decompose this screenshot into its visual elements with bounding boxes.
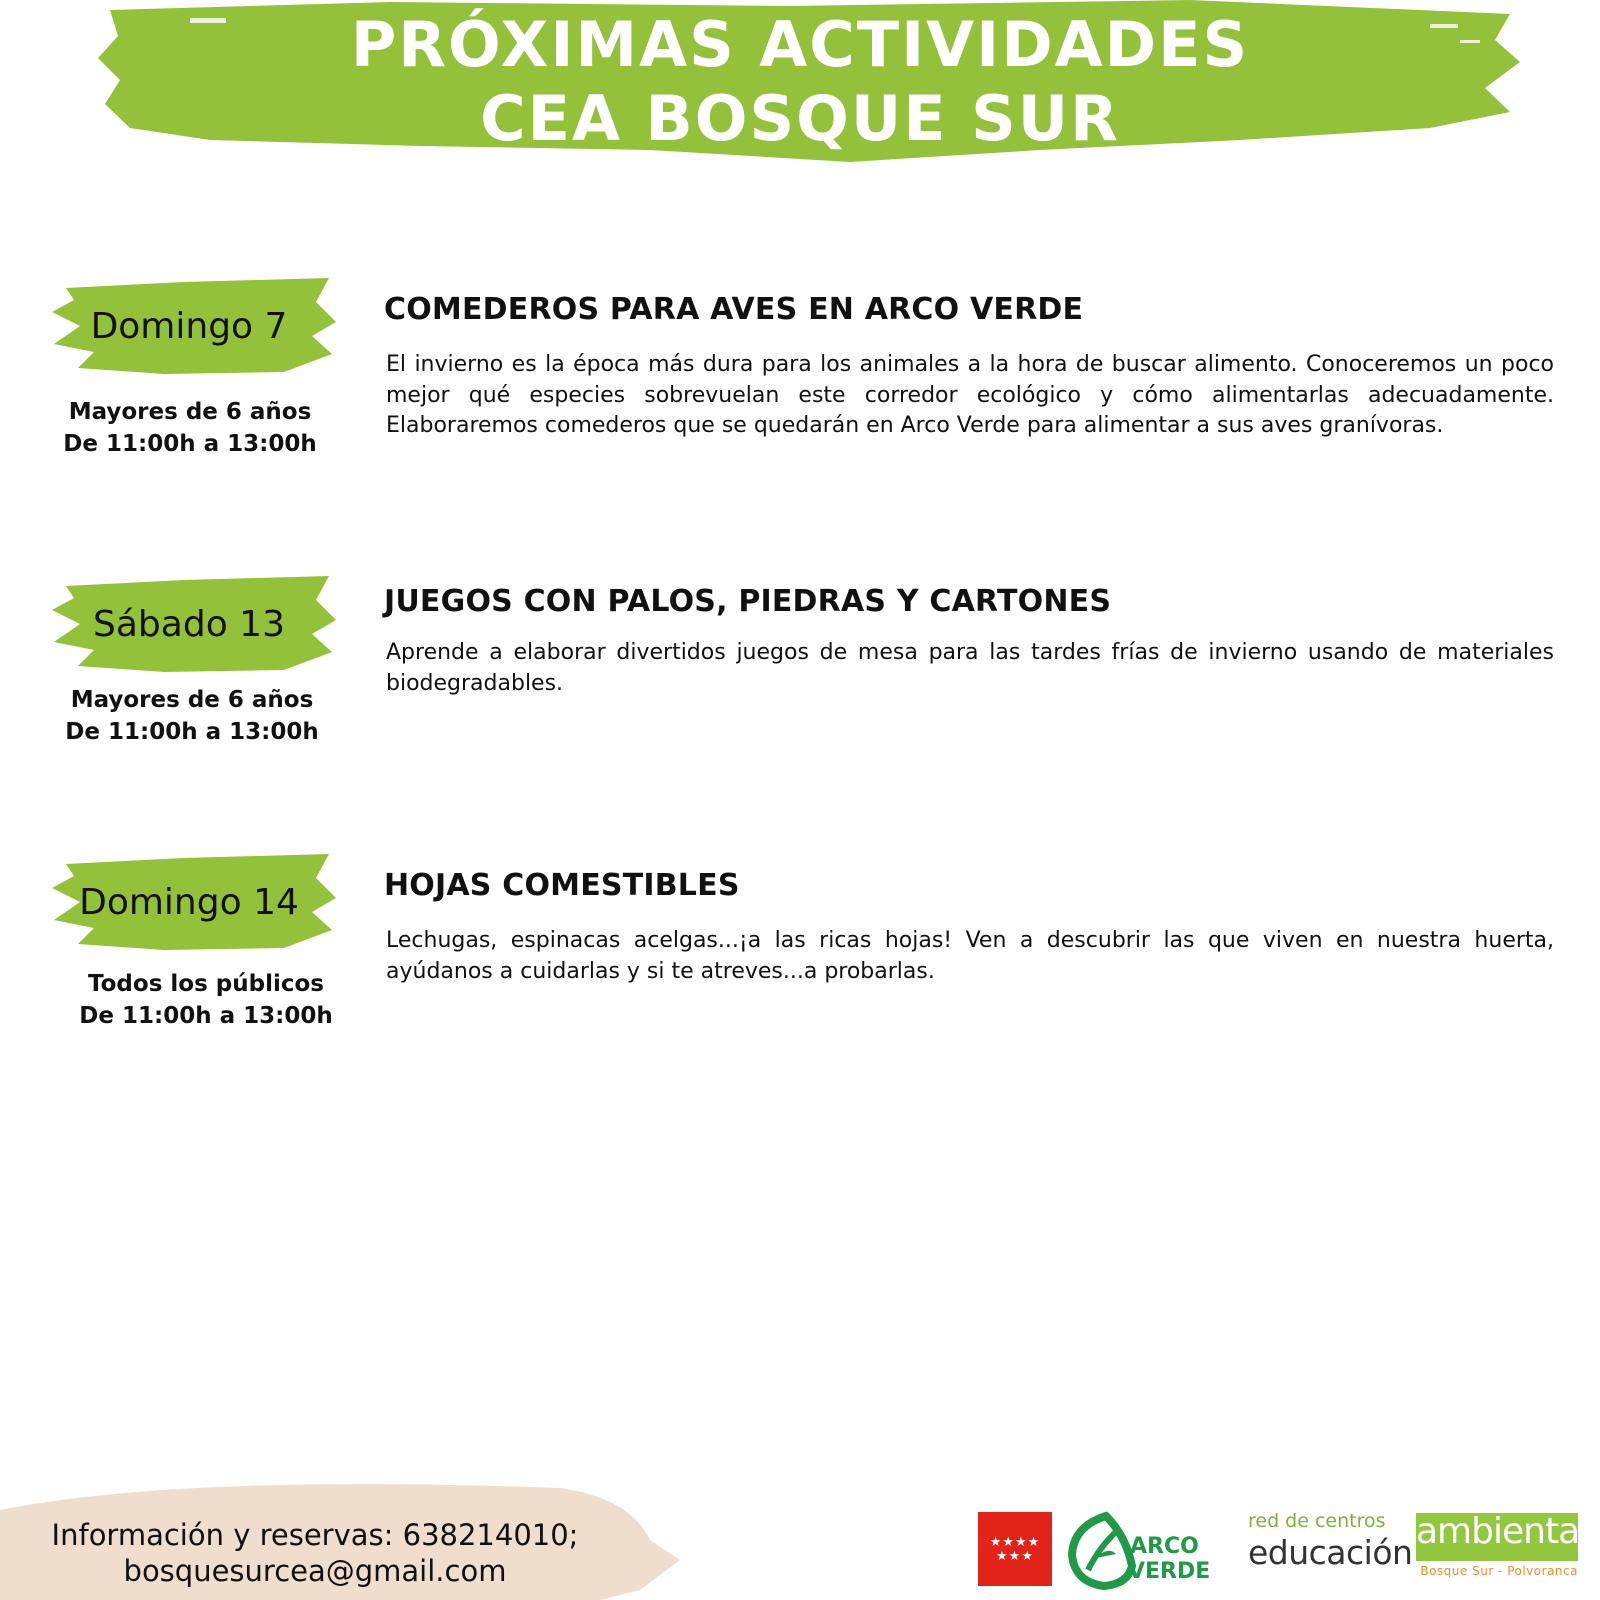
arco-verde-logo-line1: ARCO [1130, 1534, 1199, 1559]
hours-label: De 11:00h a 13:00h [63, 431, 317, 457]
audience-label: Mayores de 6 años [68, 399, 312, 425]
edu-logo-top: red de centros [1248, 1510, 1386, 1532]
hours-label: De 11:00h a 13:00h [79, 1003, 333, 1029]
edu-logo-highlight: ambiental [1416, 1511, 1589, 1552]
edu-logo-bottom: Bosque Sur - Polvoranca [1420, 1564, 1578, 1578]
day-label: Domingo 14 [79, 882, 299, 923]
activity-title: COMEDEROS PARA AVES EN ARCO VERDE [384, 292, 1084, 327]
hours-label: De 11:00h a 13:00h [65, 719, 319, 745]
day-label: Domingo 7 [90, 306, 288, 347]
page-title [0, 0, 1600, 156]
activity-title: JUEGOS CON PALOS, PIEDRAS Y CARTONES [384, 584, 1112, 619]
page-title-line2: CEA BOSQUE SUR [480, 82, 1120, 155]
edu-logo-word: educación [1248, 1533, 1413, 1572]
activity-meta [42, 684, 342, 748]
contact-email[interactable]: bosquesurcea@gmail.com [123, 1554, 507, 1588]
activity-title: HOJAS COMESTIBLES [384, 868, 740, 903]
activity-meta [56, 968, 356, 1032]
arco-verde-logo-line2: VERDE [1128, 1559, 1211, 1584]
activity-description: Lechugas, espinacas acelgas...¡a las ricas hojas! Ven a descubrir las que viven en nuestra huerta, ayúdanos a cuidarlas y si te atreves...a probarlas. [386, 928, 1554, 984]
audience-label: Mayores de 6 años [70, 687, 314, 713]
madrid-stars-icon: ★★★★ ★★★ [989, 1535, 1041, 1564]
activity-description: Aprende a elaborar divertidos juegos de mesa para las tardes frías de invierno usando de materiales biodegradables. [386, 640, 1554, 696]
activity-meta [40, 396, 340, 460]
page-title-line1: PRÓXIMAS ACTIVIDADES [350, 8, 1250, 81]
contact-info [0, 1517, 630, 1589]
day-label: Sábado 13 [93, 604, 285, 645]
activity-description: El invierno es la época más dura para los animales a la hora de buscar alimento. Conoceremos un poco mejor qué especies sobrevuelan este corredor ecológico y cómo alimentarlas adecuadamente. Elaboraremos comederos que se quedarán en Arco Verde para alimentar a sus aves granívoras. [386, 352, 1554, 438]
contact-phone: Información y reservas: 638214010; [51, 1518, 579, 1552]
audience-label: Todos los públicos [88, 971, 324, 997]
